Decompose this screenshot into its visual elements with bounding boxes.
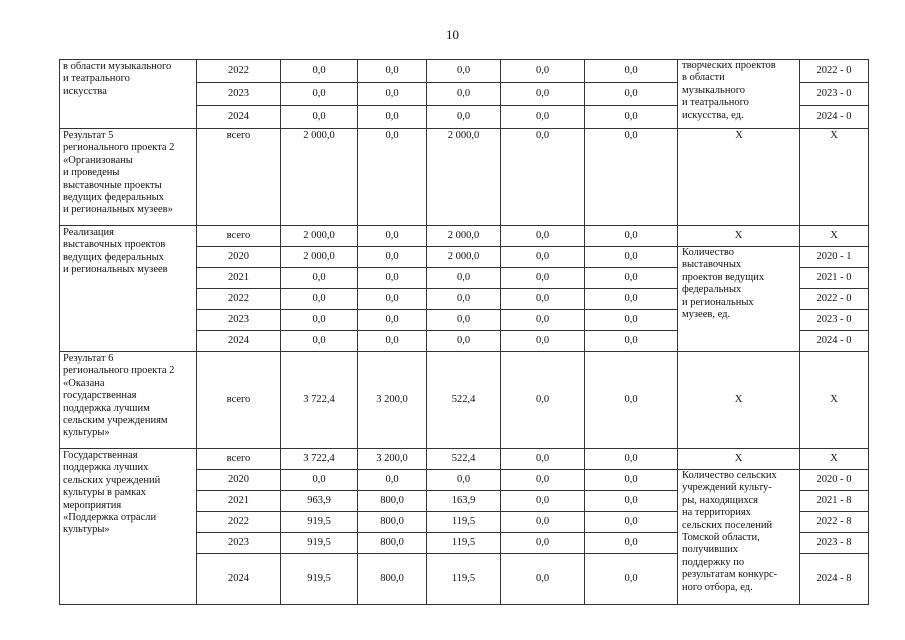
value-cell: 0,0 <box>501 512 585 533</box>
table-row <box>60 352 869 449</box>
value-cell: 0,0 <box>501 268 585 289</box>
value-cell: 963,9 <box>281 491 358 512</box>
value-cell: 2 000,0 <box>281 247 358 268</box>
table-row <box>60 60 869 83</box>
result-name: Результат 6 регионального проекта 2 «Оказана государственная поддержка лучшим сельским учреждениям культуры» <box>60 352 197 449</box>
value-cell: 0,0 <box>358 331 427 352</box>
value-cell: 0,0 <box>501 106 585 129</box>
value-cell: 0,0 <box>358 310 427 331</box>
year-cell: 2022 <box>197 512 281 533</box>
value-cell: 0,0 <box>501 226 585 247</box>
value-cell: 800,0 <box>358 554 427 605</box>
value-cell: 0,0 <box>585 289 678 310</box>
budget-table <box>59 59 869 605</box>
target-cell: 2021 - 8 <box>800 491 869 512</box>
value-cell: 119,5 <box>427 512 501 533</box>
value-cell: 0,0 <box>358 129 427 226</box>
target-cell: 2021 - 0 <box>800 268 869 289</box>
indicator-cell: Х <box>678 226 800 247</box>
target-cell: 2022 - 8 <box>800 512 869 533</box>
value-cell: 0,0 <box>427 331 501 352</box>
value-cell: 0,0 <box>427 470 501 491</box>
target-cell: 2023 - 0 <box>800 310 869 331</box>
year-cell: всего <box>197 226 281 247</box>
value-cell: 0,0 <box>427 289 501 310</box>
value-cell: 0,0 <box>501 331 585 352</box>
value-cell: 919,5 <box>281 512 358 533</box>
value-cell: 919,5 <box>281 554 358 605</box>
value-cell: 0,0 <box>585 60 678 83</box>
target-cell: 2023 - 0 <box>800 83 869 106</box>
year-cell: 2021 <box>197 491 281 512</box>
value-cell: 0,0 <box>585 268 678 289</box>
value-cell: 0,0 <box>358 268 427 289</box>
year-cell: 2023 <box>197 310 281 331</box>
value-cell: 0,0 <box>585 352 678 449</box>
value-cell: 0,0 <box>358 470 427 491</box>
value-cell: 2 000,0 <box>427 247 501 268</box>
value-cell: 0,0 <box>281 60 358 83</box>
value-cell: 0,0 <box>501 449 585 470</box>
value-cell: 0,0 <box>358 226 427 247</box>
value-cell: 2 000,0 <box>281 226 358 247</box>
value-cell: 2 000,0 <box>281 129 358 226</box>
value-cell: 0,0 <box>501 470 585 491</box>
value-cell: 0,0 <box>501 289 585 310</box>
value-cell: 0,0 <box>501 247 585 268</box>
event-name: Реализация выставочных проектов ведущих федеральных и региональных музеев <box>60 226 197 352</box>
value-cell: 800,0 <box>358 512 427 533</box>
year-cell: всего <box>197 129 281 226</box>
value-cell: 0,0 <box>427 60 501 83</box>
value-cell: 0,0 <box>585 331 678 352</box>
value-cell: 0,0 <box>358 60 427 83</box>
year-cell: 2020 <box>197 247 281 268</box>
target-cell: Х <box>800 129 869 226</box>
value-cell: 2 000,0 <box>427 226 501 247</box>
value-cell: 0,0 <box>585 247 678 268</box>
value-cell: 0,0 <box>585 129 678 226</box>
value-cell: 0,0 <box>281 106 358 129</box>
value-cell: 0,0 <box>501 129 585 226</box>
value-cell: 0,0 <box>427 310 501 331</box>
page-number: 10 <box>446 27 459 42</box>
indicator-cell: Х <box>678 352 800 449</box>
year-cell: 2020 <box>197 470 281 491</box>
value-cell: 0,0 <box>281 268 358 289</box>
value-cell: 0,0 <box>358 289 427 310</box>
value-cell: 0,0 <box>501 310 585 331</box>
indicator-cell: Количество сельских учреждений культу- ры, находящихся на территориях сельских поселений Томской области, получивших поддержку по результатам конкурс- ного отбора, ед. <box>678 470 800 605</box>
target-cell: 2024 - 0 <box>800 106 869 129</box>
value-cell: 0,0 <box>585 512 678 533</box>
value-cell: 0,0 <box>501 491 585 512</box>
target-cell: Х <box>800 226 869 247</box>
year-cell: 2021 <box>197 268 281 289</box>
value-cell: 0,0 <box>585 106 678 129</box>
value-cell: 0,0 <box>585 554 678 605</box>
value-cell: 0,0 <box>358 247 427 268</box>
year-cell: 2023 <box>197 533 281 554</box>
indicator-cell: творческих проектов в области музыкального и театрального искусства, ед. <box>678 60 800 129</box>
target-cell: Х <box>800 449 869 470</box>
value-cell: 0,0 <box>281 289 358 310</box>
value-cell: 0,0 <box>585 449 678 470</box>
value-cell: 119,5 <box>427 533 501 554</box>
value-cell: 0,0 <box>281 310 358 331</box>
value-cell: 919,5 <box>281 533 358 554</box>
value-cell: 0,0 <box>427 268 501 289</box>
target-cell: 2022 - 0 <box>800 60 869 83</box>
event-name: Государственная поддержка лучших сельских учреждений культуры в рамках мероприятия «Поддержка отрасли культуры» <box>60 449 197 605</box>
year-cell: всего <box>197 449 281 470</box>
value-cell: 119,5 <box>427 554 501 605</box>
year-cell: 2023 <box>197 83 281 106</box>
target-cell: 2022 - 0 <box>800 289 869 310</box>
value-cell: 0,0 <box>585 83 678 106</box>
value-cell: 0,0 <box>501 60 585 83</box>
indicator-cell: Х <box>678 449 800 470</box>
value-cell: 0,0 <box>281 331 358 352</box>
year-cell: 2022 <box>197 289 281 310</box>
event-name: в области музыкального и театрального искусства <box>60 60 197 129</box>
value-cell: 0,0 <box>585 533 678 554</box>
target-cell: Х <box>800 352 869 449</box>
year-cell: 2024 <box>197 554 281 605</box>
indicator-cell: Х <box>678 129 800 226</box>
value-cell: 0,0 <box>501 83 585 106</box>
value-cell: 0,0 <box>427 83 501 106</box>
value-cell: 0,0 <box>501 554 585 605</box>
value-cell: 0,0 <box>358 83 427 106</box>
table-row <box>60 226 869 247</box>
value-cell: 0,0 <box>501 352 585 449</box>
target-cell: 2023 - 8 <box>800 533 869 554</box>
target-cell: 2020 - 0 <box>800 470 869 491</box>
year-cell: 2024 <box>197 331 281 352</box>
value-cell: 800,0 <box>358 491 427 512</box>
value-cell: 522,4 <box>427 352 501 449</box>
value-cell: 0,0 <box>358 106 427 129</box>
value-cell: 0,0 <box>501 533 585 554</box>
value-cell: 522,4 <box>427 449 501 470</box>
value-cell: 0,0 <box>281 83 358 106</box>
value-cell: 0,0 <box>585 226 678 247</box>
value-cell: 2 000,0 <box>427 129 501 226</box>
target-cell: 2024 - 8 <box>800 554 869 605</box>
indicator-cell: Количество выставочных проектов ведущих федеральных и региональных музеев, ед. <box>678 247 800 352</box>
value-cell: 163,9 <box>427 491 501 512</box>
target-cell: 2020 - 1 <box>800 247 869 268</box>
table-row <box>60 129 869 226</box>
value-cell: 0,0 <box>281 470 358 491</box>
value-cell: 3 722,4 <box>281 449 358 470</box>
value-cell: 3 200,0 <box>358 352 427 449</box>
value-cell: 800,0 <box>358 533 427 554</box>
target-cell: 2024 - 0 <box>800 331 869 352</box>
result-name: Результат 5 регионального проекта 2 «Организованы и проведены выставочные проекты ведущих федеральных и региональных музеев» <box>60 129 197 226</box>
year-cell: 2022 <box>197 60 281 83</box>
value-cell: 3 200,0 <box>358 449 427 470</box>
table-row <box>60 449 869 470</box>
value-cell: 0,0 <box>585 310 678 331</box>
year-cell: 2024 <box>197 106 281 129</box>
value-cell: 3 722,4 <box>281 352 358 449</box>
value-cell: 0,0 <box>427 106 501 129</box>
year-cell: всего <box>197 352 281 449</box>
value-cell: 0,0 <box>585 491 678 512</box>
value-cell: 0,0 <box>585 470 678 491</box>
